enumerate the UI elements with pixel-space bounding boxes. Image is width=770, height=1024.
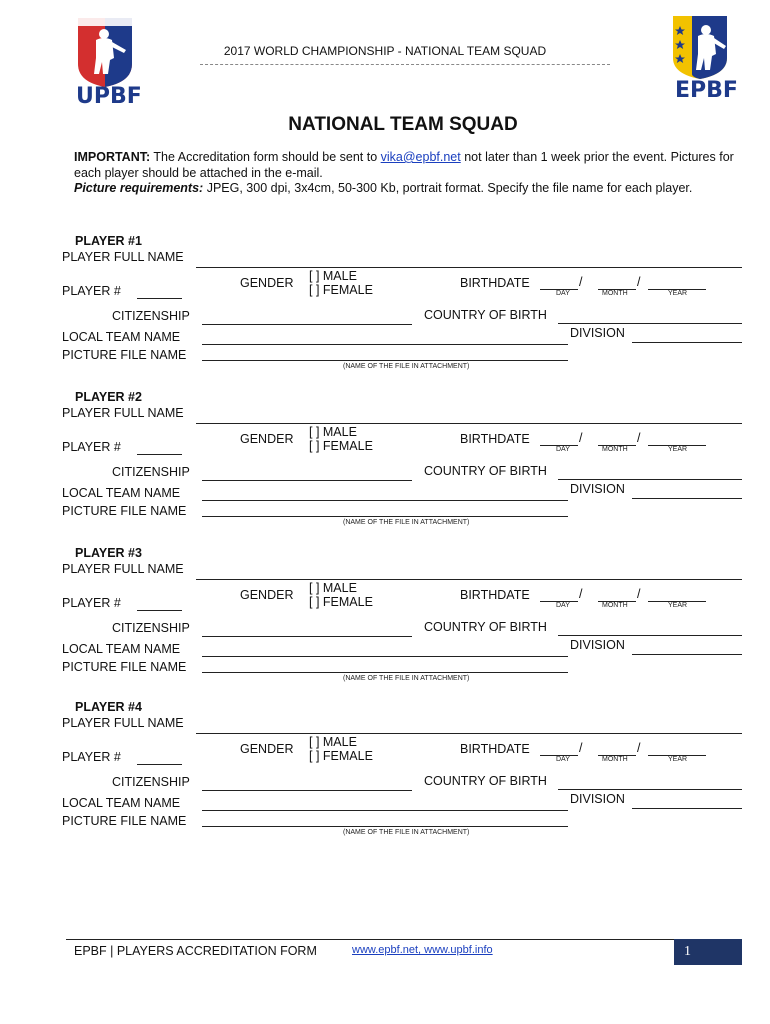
- full-name-label: PLAYER FULL NAME: [62, 716, 184, 730]
- local-team-label: LOCAL TEAM NAME: [62, 642, 181, 656]
- file-note: (NAME OF THE FILE IN ATTACHMENT): [343, 829, 470, 836]
- page-number: 1: [684, 944, 691, 959]
- player-number-label: PLAYER #: [62, 596, 121, 610]
- local-team-field[interactable]: [202, 344, 568, 345]
- date-slash: /: [579, 431, 583, 445]
- player-number-field[interactable]: [137, 764, 182, 765]
- year-caption: YEAR: [668, 602, 688, 609]
- player-block: [0, 390, 770, 540]
- page-number-box: [674, 939, 742, 965]
- citizenship-label: CITIZENSHIP: [112, 465, 190, 479]
- full-name-label: PLAYER FULL NAME: [62, 562, 184, 576]
- local-team-field[interactable]: [202, 656, 568, 657]
- citizenship-label: CITIZENSHIP: [112, 309, 190, 323]
- male-checkbox[interactable]: [ ] MALE: [309, 425, 357, 439]
- player-number-label: PLAYER #: [62, 440, 121, 454]
- instructions: [74, 150, 736, 197]
- full-name-field[interactable]: [196, 579, 742, 580]
- gender-label: GENDER: [240, 432, 294, 446]
- full-name-field[interactable]: [196, 733, 742, 734]
- event-header: 2017 WORLD CHAMPIONSHIP - NATIONAL TEAM SQUAD: [223, 44, 547, 58]
- year-caption: YEAR: [668, 290, 688, 297]
- picture-file-label: PICTURE FILE NAME: [62, 348, 187, 362]
- player-number-label: PLAYER #: [62, 750, 121, 764]
- division-label: DIVISION: [570, 638, 625, 652]
- player-title: PLAYER #4: [75, 700, 142, 714]
- birthdate-label: BIRTHDATE: [460, 742, 530, 756]
- picture-req-label: Picture requirements:: [74, 181, 204, 195]
- local-team-field[interactable]: [202, 500, 568, 501]
- day-caption: DAY: [556, 756, 570, 763]
- country-of-birth-field[interactable]: [558, 635, 742, 636]
- file-note: (NAME OF THE FILE IN ATTACHMENT): [343, 519, 470, 526]
- female-checkbox[interactable]: [ ] FEMALE: [309, 283, 373, 297]
- footer-title: EPBF | PLAYERS ACCREDITATION FORM: [74, 944, 317, 958]
- local-team-label: LOCAL TEAM NAME: [62, 796, 181, 810]
- gender-label: GENDER: [240, 588, 294, 602]
- country-of-birth-label: COUNTRY OF BIRTH: [424, 774, 547, 788]
- local-team-field[interactable]: [202, 810, 568, 811]
- citizenship-field[interactable]: [202, 790, 412, 791]
- player-number-field[interactable]: [137, 454, 182, 455]
- male-checkbox[interactable]: [ ] MALE: [309, 269, 357, 283]
- date-slash: /: [579, 741, 583, 755]
- picture-file-field[interactable]: [202, 672, 568, 673]
- email-link[interactable]: vika@epbf.net: [380, 150, 461, 164]
- player-title: PLAYER #2: [75, 390, 142, 404]
- male-checkbox[interactable]: [ ] MALE: [309, 735, 357, 749]
- full-name-field[interactable]: [196, 267, 742, 268]
- year-caption: YEAR: [668, 756, 688, 763]
- player-block: [0, 546, 770, 696]
- citizenship-field[interactable]: [202, 636, 412, 637]
- upbf-logo: [74, 16, 142, 109]
- month-caption: MONTH: [602, 756, 628, 763]
- country-of-birth-field[interactable]: [558, 789, 742, 790]
- picture-file-field[interactable]: [202, 826, 568, 827]
- date-slash: /: [579, 275, 583, 289]
- division-field[interactable]: [632, 808, 742, 809]
- male-checkbox[interactable]: [ ] MALE: [309, 581, 357, 595]
- birthdate-label: BIRTHDATE: [460, 432, 530, 446]
- country-of-birth-field[interactable]: [558, 323, 742, 324]
- file-note: (NAME OF THE FILE IN ATTACHMENT): [343, 675, 470, 682]
- important-text-2: not later than 1 week prior the event. Pictures for each player should be attached in the e-mail.: [74, 150, 734, 180]
- picture-file-field[interactable]: [202, 516, 568, 517]
- division-field[interactable]: [632, 342, 742, 343]
- country-of-birth-field[interactable]: [558, 479, 742, 480]
- month-caption: MONTH: [602, 602, 628, 609]
- epbf-logo-text: EPBF: [675, 78, 738, 103]
- local-team-label: LOCAL TEAM NAME: [62, 486, 181, 500]
- month-caption: MONTH: [602, 290, 628, 297]
- birthdate-label: BIRTHDATE: [460, 276, 530, 290]
- player-title: PLAYER #1: [75, 234, 142, 248]
- player-block: [0, 234, 770, 384]
- gender-label: GENDER: [240, 742, 294, 756]
- picture-file-label: PICTURE FILE NAME: [62, 660, 187, 674]
- country-of-birth-label: COUNTRY OF BIRTH: [424, 308, 547, 322]
- file-note: (NAME OF THE FILE IN ATTACHMENT): [343, 363, 470, 370]
- picture-file-field[interactable]: [202, 360, 568, 361]
- header-divider: [200, 64, 610, 65]
- division-field[interactable]: [632, 654, 742, 655]
- picture-file-label: PICTURE FILE NAME: [62, 814, 187, 828]
- date-slash: /: [579, 587, 583, 601]
- full-name-field[interactable]: [196, 423, 742, 424]
- player-number-label: PLAYER #: [62, 284, 121, 298]
- day-caption: DAY: [556, 602, 570, 609]
- picture-req-text: JPEG, 300 dpi, 3x4cm, 50-300 Kb, portrait format. Specify the file name for each player.: [206, 181, 693, 195]
- country-of-birth-label: COUNTRY OF BIRTH: [424, 620, 547, 634]
- important-text-1: The Accreditation form should be sent to: [153, 150, 378, 164]
- player-number-field[interactable]: [137, 610, 182, 611]
- upbf-logo-text: UPBF: [76, 84, 142, 109]
- citizenship-label: CITIZENSHIP: [112, 775, 190, 789]
- citizenship-field[interactable]: [202, 480, 412, 481]
- day-caption: DAY: [556, 446, 570, 453]
- picture-file-label: PICTURE FILE NAME: [62, 504, 187, 518]
- page-title: NATIONAL TEAM SQUAD: [288, 114, 518, 135]
- female-checkbox[interactable]: [ ] FEMALE: [309, 439, 373, 453]
- division-label: DIVISION: [570, 482, 625, 496]
- division-field[interactable]: [632, 498, 742, 499]
- day-caption: DAY: [556, 290, 570, 297]
- country-of-birth-label: COUNTRY OF BIRTH: [424, 464, 547, 478]
- player-block: [0, 700, 770, 850]
- gender-label: GENDER: [240, 276, 294, 290]
- date-slash: /: [637, 587, 641, 601]
- division-label: DIVISION: [570, 792, 625, 806]
- local-team-label: LOCAL TEAM NAME: [62, 330, 181, 344]
- player-title: PLAYER #3: [75, 546, 142, 560]
- birthdate-label: BIRTHDATE: [460, 588, 530, 602]
- division-label: DIVISION: [570, 326, 625, 340]
- important-label: IMPORTANT:: [74, 150, 151, 164]
- year-caption: YEAR: [668, 446, 688, 453]
- date-slash: /: [637, 741, 641, 755]
- full-name-label: PLAYER FULL NAME: [62, 406, 184, 420]
- epbf-logo: [670, 14, 738, 106]
- date-slash: /: [637, 431, 641, 445]
- footer-links[interactable]: www.epbf.net, www.upbf.info: [352, 944, 493, 956]
- citizenship-field[interactable]: [202, 324, 412, 325]
- month-caption: MONTH: [602, 446, 628, 453]
- female-checkbox[interactable]: [ ] FEMALE: [309, 749, 373, 763]
- citizenship-label: CITIZENSHIP: [112, 621, 190, 635]
- date-slash: /: [637, 275, 641, 289]
- female-checkbox[interactable]: [ ] FEMALE: [309, 595, 373, 609]
- footer-divider: [66, 939, 742, 940]
- player-number-field[interactable]: [137, 298, 182, 299]
- full-name-label: PLAYER FULL NAME: [62, 250, 184, 264]
